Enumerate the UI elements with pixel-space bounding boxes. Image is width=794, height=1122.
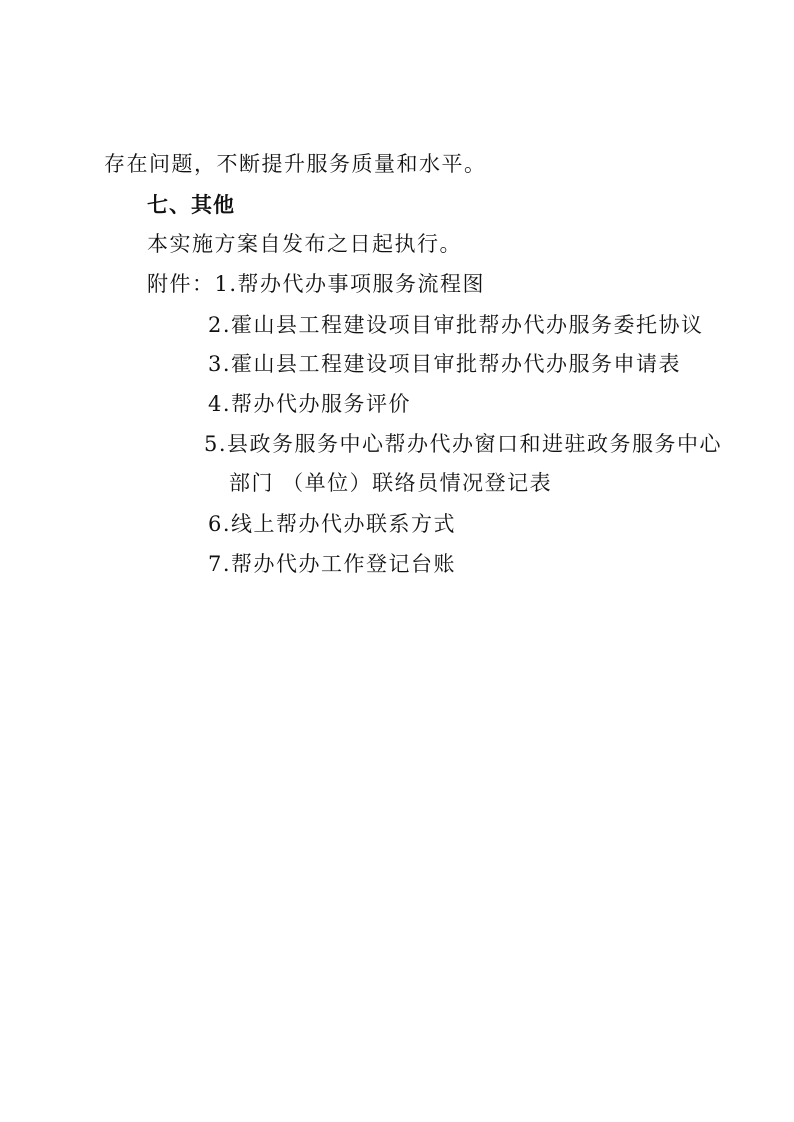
attachment-item: 6.线上帮办代办联系方式 [208, 512, 457, 536]
attachment-item-continuation: 部门 （单位）联络员情况登记表 [229, 471, 553, 495]
attachment-item: 2.霍山县工程建设项目审批帮办代办服务委托协议 [208, 313, 704, 337]
attachment-item: 7.帮办代办工作登记台账 [208, 552, 457, 576]
body-paragraph: 本实施方案自发布之日起执行。 [147, 232, 462, 256]
attachment-item: 3.霍山县工程建设项目审批帮办代办服务申请表 [208, 352, 682, 376]
attachment-item: 5.县政务服务中心帮办代办窗口和进驻政务服务中心 [204, 432, 723, 456]
section-heading: 七、其他 [147, 193, 235, 217]
continuation-paragraph: 存在问题，不断提升服务质量和水平。 [104, 152, 487, 176]
attachment-label-line: 附件：1.帮办代办事项服务流程图 [147, 272, 486, 296]
attachment-item: 4.帮办代办服务评价 [208, 392, 412, 416]
